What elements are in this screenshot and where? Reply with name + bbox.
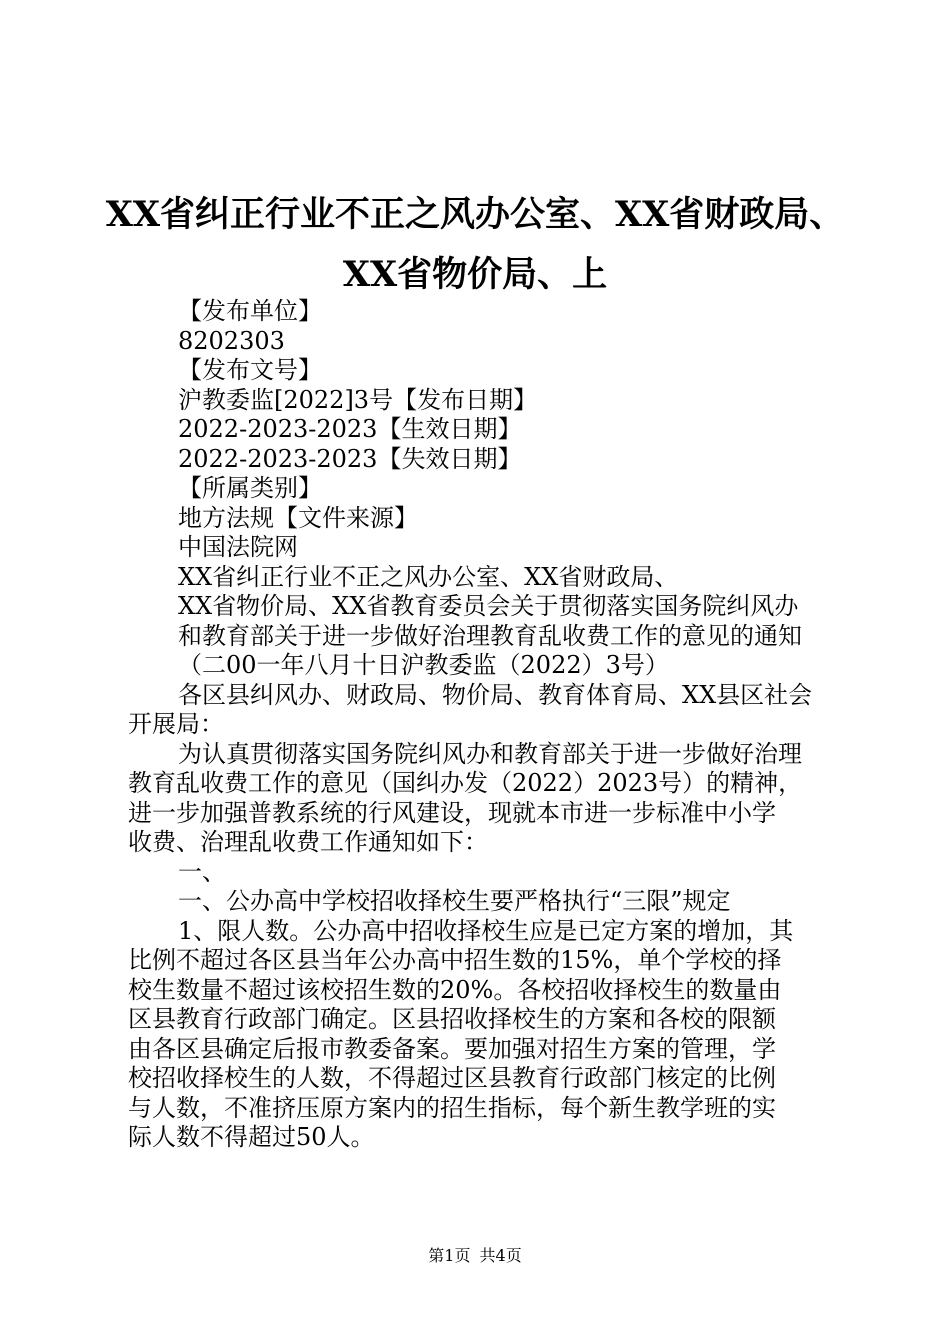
page-number: 第1页 (428, 1246, 471, 1265)
body-line: （二00一年八月十日沪教委监（2022）3号） (178, 651, 669, 679)
page-total: 共4页 (479, 1246, 522, 1265)
body-line: 中国法院网 (178, 533, 298, 561)
body-line: 地方法规【文件来源】 (178, 503, 418, 532)
body-line: 由各区县确定后报市教委备案。要加强对招生方案的管理，学 (128, 1034, 776, 1063)
body-line: 各区县纠风办、财政局、物价局、教育体育局、XX县区社会 (178, 680, 813, 709)
body-line: 开展局： (128, 710, 224, 738)
body-line: 际人数不得超过50人。 (128, 1123, 375, 1151)
body-line: XX省纠正行业不正之风办公室、XX省财政局、 (178, 562, 679, 591)
document-body (128, 297, 838, 1153)
page-footer (0, 1243, 950, 1266)
body-line: 区县教育行政部门确定。区县招收择校生的方案和各校的限额 (128, 1005, 776, 1033)
body-line: 收费、治理乱收费工作通知如下： (128, 828, 488, 856)
body-line: 1、限人数。公办高中招收择校生应是已定方案的增加，其 (178, 916, 794, 945)
body-line: 和教育部关于进一步做好治理教育乱收费工作的意见的通知 (178, 621, 802, 650)
body-line: 校生数量不超过该校招生数的20%。各校招收择校生的数量由 (128, 975, 782, 1004)
body-line: 与人数，不准挤压原方案内的招生指标，每个新生教学班的实 (128, 1093, 776, 1122)
body-line: 【发布单位】 (178, 297, 322, 325)
body-line: 一、公办高中学校招收择校生要严格执行“三限”规定 (178, 887, 731, 915)
title-line-2: XX省物价局、上 (342, 254, 608, 295)
body-line: 一、 (178, 857, 226, 886)
body-line: XX省物价局、XX省教育委员会关于贯彻落实国务院纠风办 (178, 592, 799, 620)
body-line: 校招收择校生的人数，不得超过区县教育行政部门核定的比例 (128, 1064, 776, 1092)
body-line: 8202303 (178, 326, 285, 355)
body-line: 比例不超过各区县当年公办高中招生数的15%，单个学校的择 (128, 946, 782, 974)
title-line-1: XX省纠正行业不正之风办公室、XX省财政局、 (105, 194, 845, 235)
document-title (60, 185, 890, 305)
body-line: 2022-2023-2023【生效日期】 (178, 415, 522, 443)
body-line: 为认真贯彻落实国务院纠风办和教育部关于进一步做好治理 (178, 739, 802, 768)
body-line: 2022-2023-2023【失效日期】 (178, 444, 522, 473)
body-line: 沪教委监[2022]3号【发布日期】 (178, 385, 538, 414)
body-line: 【所属类别】 (178, 474, 322, 502)
body-line: 教育乱收费工作的意见（国纠办发（2022）2023号）的精神， (128, 769, 803, 797)
body-line: 【发布文号】 (178, 356, 322, 384)
body-line: 进一步加强普教系统的行风建设，现就本市进一步标准中小学 (128, 798, 776, 827)
